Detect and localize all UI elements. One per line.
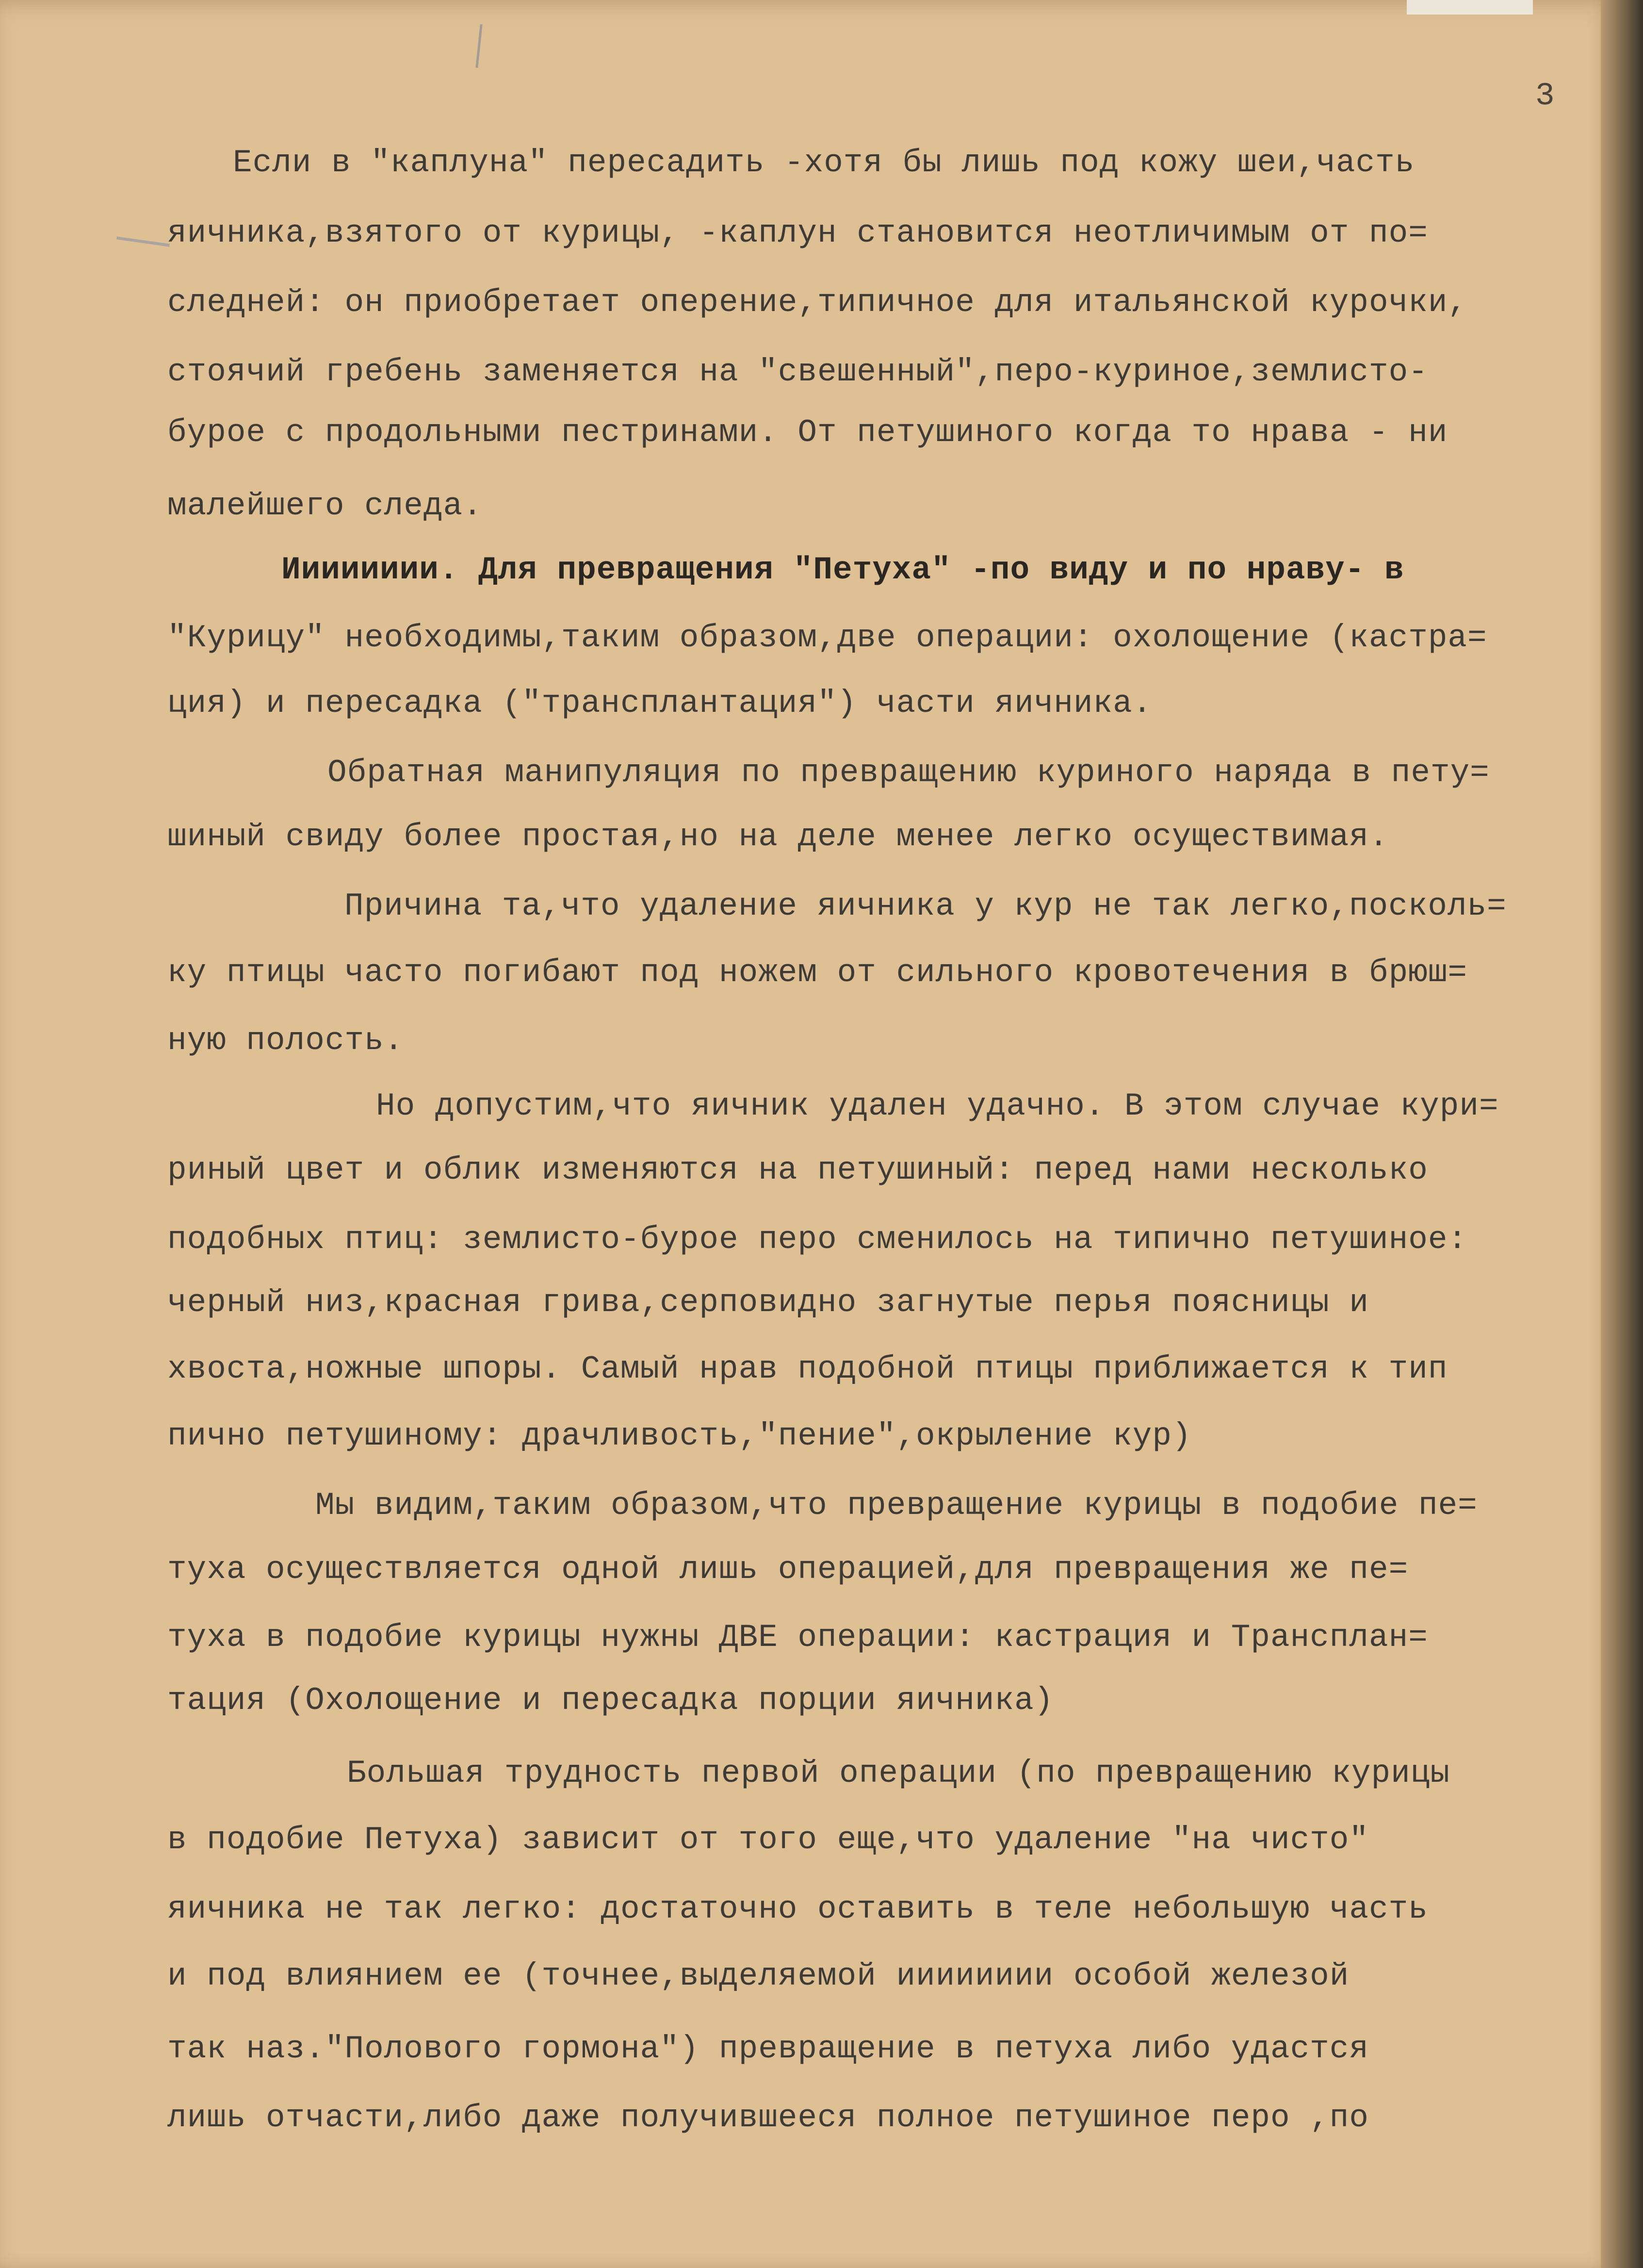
text-line: яичника не так легко: достаточно оставить в теле небольшую часть — [167, 1891, 1428, 1927]
page-number: 3 — [1535, 78, 1555, 114]
text-line: стоячий гребень заменяется на "свешенный",перо-куриное,землисто- — [167, 354, 1428, 390]
text-line: "Курицу" необходимы,таким образом,две операции: охолощение (кастра= — [167, 620, 1487, 656]
text-line: подобных птиц: землисто-бурое перо сменилось на типично петушиное: — [167, 1221, 1468, 1258]
text-line: Но допустим,что яичник удален удачно. В этом случае кури= — [376, 1088, 1499, 1124]
text-line: так наз."Полового гормона") превращение в петуха либо удастся — [167, 2031, 1369, 2067]
text-line: тация (Охолощение и пересадка порции яичника) — [167, 1682, 1054, 1719]
text-line: Если в "каплуна" пересадить -хотя бы лишь под кожу шеи,часть — [233, 145, 1415, 181]
text-line: туха осуществляется одной лишь операцией,для превращения же пе= — [167, 1551, 1409, 1588]
text-line: в подобие Петуха) зависит от того еще,что удаление "на чисто" — [167, 1822, 1369, 1858]
text-line: риный цвет и облик изменяются на петушиный: перед нами несколько — [167, 1152, 1428, 1188]
text-line: ция) и пересадка ("трансплантация") части яичника. — [167, 685, 1153, 722]
text-line: черный низ,красная грива,серповидно загнутые перья поясницы и — [167, 1284, 1369, 1321]
text-line: ную полость. — [167, 1022, 404, 1059]
text-line: хвоста,ножные шпоры. Самый нрав подобной птицы приближается к тип — [167, 1351, 1448, 1387]
text-line: и под влиянием ее (точнее,выделяемой ииииииии особой железой — [167, 1958, 1350, 1994]
text-line: Большая трудность первой операции (по превращению курицы — [347, 1755, 1450, 1791]
text-line: туха в подобие курицы нужны ДВЕ операции: кастрация и Трансплан= — [167, 1619, 1428, 1656]
text-line: бурое с продольными пестринами. От петушиного когда то нрава - ни — [167, 414, 1448, 451]
text-line: следней: он приобретает оперение,типичное для итальянской курочки, — [167, 284, 1468, 321]
text-line-struck-heading: Ииииииии. Для превращения "Петуха" -по виду и по нраву- в — [281, 552, 1404, 588]
page-stack-edge — [1601, 0, 1643, 2268]
text-line: Обратная манипуляция по превращению куриного наряда в пету= — [327, 755, 1490, 791]
text-line: Причина та,что удаление яичника у кур не так легко,посколь= — [344, 888, 1507, 924]
text-line: яичника,взятого от курицы, -каплун становится неотличимым от по= — [167, 215, 1428, 251]
text-line: шиный свиду более простая,но на деле менее легко осуществимая. — [167, 819, 1389, 855]
text-line: Мы видим,таким образом,что превращение курицы в подобие пе= — [315, 1487, 1478, 1524]
text-line: малейшего следа. — [167, 488, 483, 524]
top-paper-strip — [1407, 0, 1533, 15]
text-line: лишь отчасти,либо даже получившееся полное петушиное перо ,по — [167, 2100, 1369, 2136]
text-line: пично петушиному: драчливость,"пение",окрыление кур) — [167, 1418, 1192, 1454]
text-line: ку птицы часто погибают под ножем от сильного кровотечения в брюш= — [167, 954, 1468, 991]
